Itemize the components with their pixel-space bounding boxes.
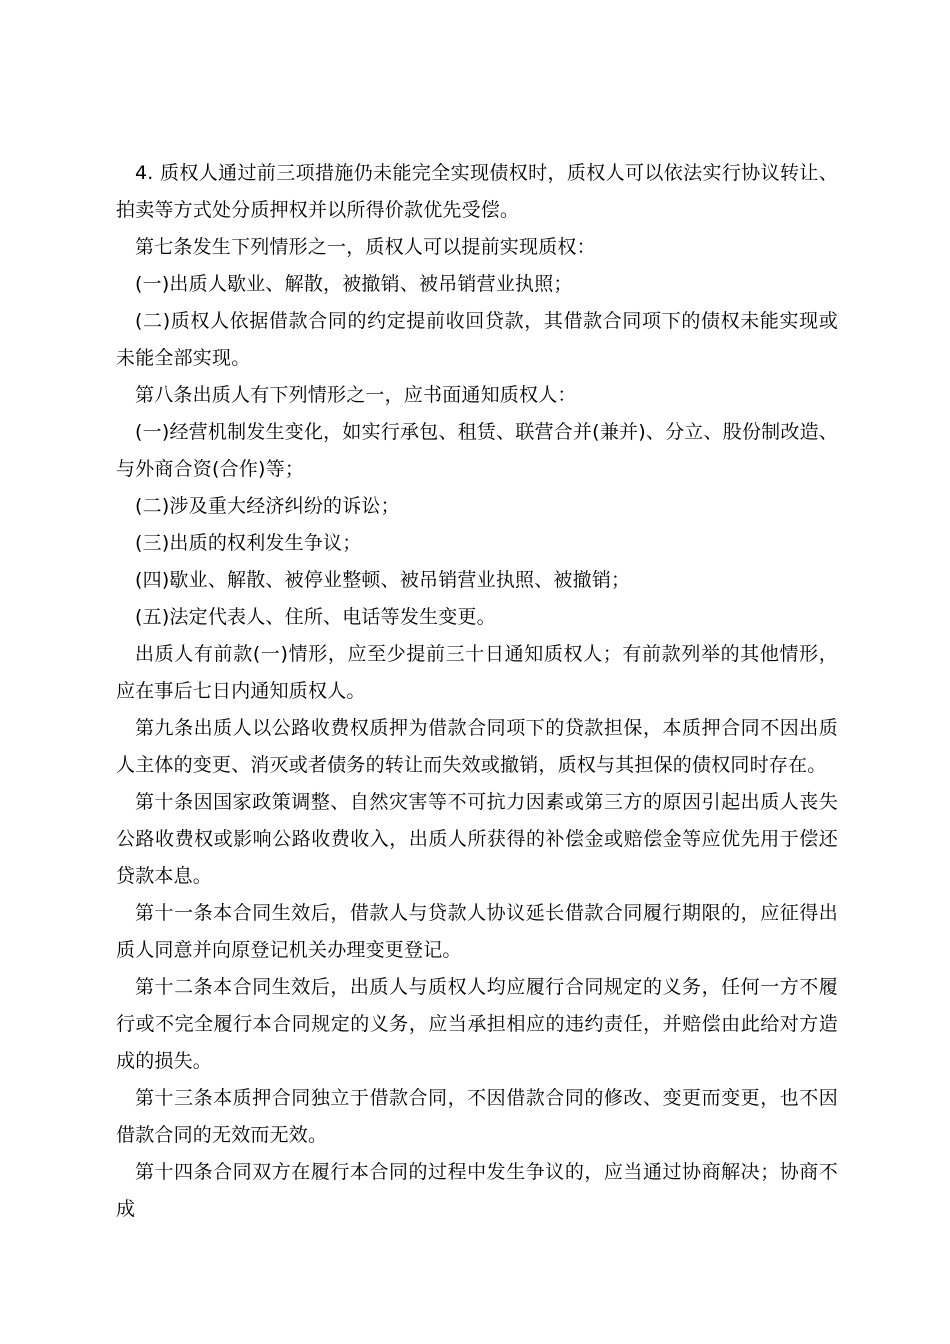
- paragraph-article-13: 第十三条本质押合同独立于借款合同，不因借款合同的修改、变更而变更，也不因借款合同的无效而无效。: [116, 1087, 838, 1146]
- paragraph-article-7-item-1: (一)出质人歇业、解散，被撤销、被吊销营业执照；: [135, 273, 573, 295]
- paragraph-article-8-item-1: (一)经营机制发生变化，如实行承包、租赁、联营合并(兼并)、分立、股份制改造、与外商合资(合作)等；: [116, 421, 838, 480]
- paragraph-article-11: 第十一条本合同生效后，借款人与贷款人协议延长借款合同履行期限的，应征得出质人同意并向原登记机关办理变更登记。: [116, 902, 838, 961]
- paragraph-article-9: 第九条出质人以公路收费权质押为借款合同项下的贷款担保，本质押合同不因出质人主体的变更、消灭或者债务的转让而失效或撤销，质权与其担保的债权同时存在。: [116, 717, 838, 776]
- paragraph-article-8: 第八条出质人有下列情形之一，应书面通知质权人：: [135, 384, 577, 406]
- paragraph-article-7-item-2: (二)质权人依据借款合同的约定提前收回贷款，其借款合同项下的债权未能实现或未能全部实现。: [116, 310, 838, 369]
- paragraph-article-10: 第十条因国家政策调整、自然灾害等不可抗力因素或第三方的原因引起出质人丧失公路收费权或影响公路收费收入，出质人所获得的补偿金或赔偿金等应优先用于偿还贷款本息。: [116, 791, 838, 887]
- paragraph-article-14: 第十四条合同双方在履行本合同的过程中发生争议的，应当通过协商解决；协商不成: [116, 1161, 838, 1220]
- document-body: [116, 155, 838, 1228]
- paragraph-clause-6-item-4: 4. 质权人通过前三项措施仍未能完全实现债权时，质权人可以依法实行协议转让、拍卖等方式处分质押权并以所得价款优先受偿。: [116, 162, 838, 221]
- paragraph-article-7: 第七条发生下列情形之一，质权人可以提前实现质权：: [135, 236, 596, 258]
- paragraph-article-8-item-4: (四)歇业、解散、被停业整顿、被吊销营业执照、被撤销；: [135, 569, 631, 591]
- paragraph-article-12: 第十二条本合同生效后，出质人与质权人均应履行合同规定的义务，任何一方不履行或不完全履行本合同规定的义务，应当承担相应的违约责任，并赔偿由此给对方造成的损失。: [116, 976, 838, 1072]
- paragraph-article-8-item-3: (三)出质的权利发生争议；: [135, 532, 362, 554]
- paragraph-article-8-item-2: (二)涉及重大经济纠纷的诉讼；: [135, 495, 400, 517]
- paragraph-article-8-notice: 出质人有前款(一)情形，应至少提前三十日通知质权人；有前款列举的其他情形，应在事后七日内通知质权人。: [116, 643, 838, 702]
- paragraph-article-8-item-5: (五)法定代表人、住所、电话等发生变更。: [135, 606, 496, 628]
